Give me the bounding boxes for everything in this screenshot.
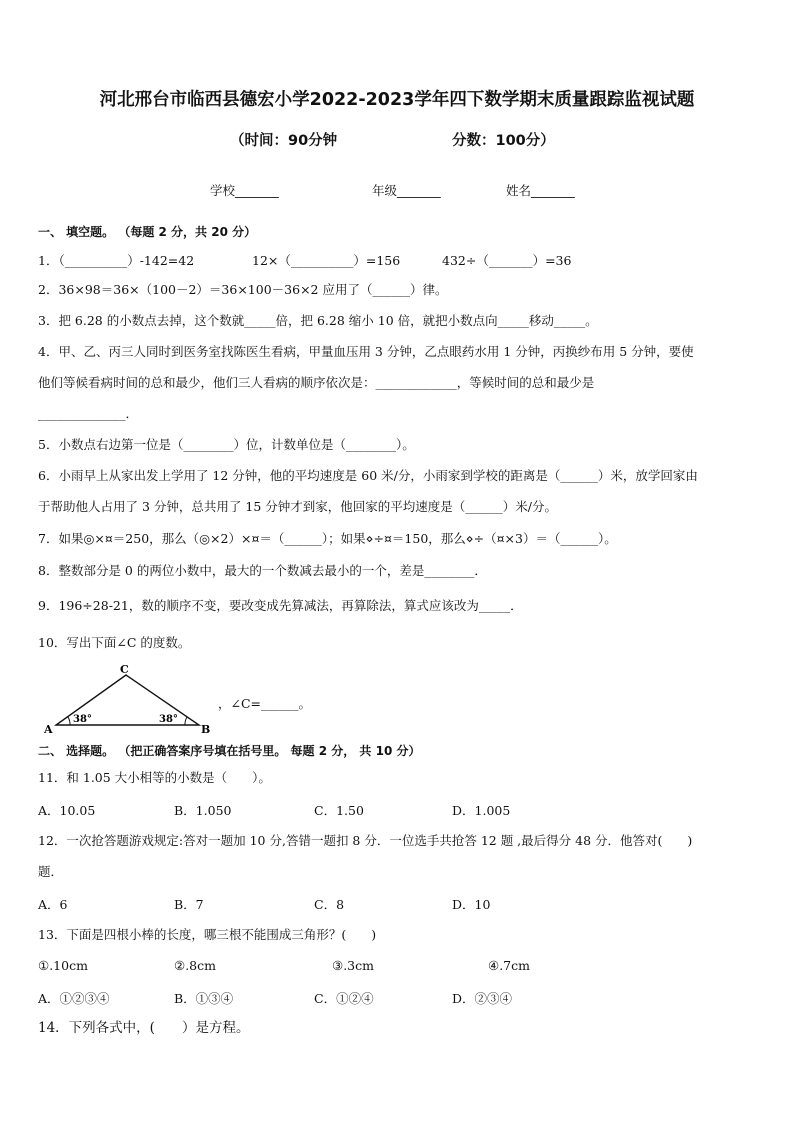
section2-heading: 二、 选择题。 （把正确答案序号填在括号里。 每题 2 分， 共 10 分） (38, 744, 421, 758)
vertex-a-label: A (44, 723, 53, 735)
stick-4: ④.7cm (488, 958, 530, 973)
page-title: 河北邢台市临西县德宏小学2022-2023学年四下数学期末质量跟踪监视试题 (99, 90, 695, 110)
angle-b-arc (185, 717, 187, 725)
q13-option-c: C．①②④ (314, 991, 374, 1006)
question-13: 13．下面是四根小棒的长度，哪三根不能围成三角形？( ) (38, 927, 377, 942)
question-6-line1: 6．小雨早上从家出发上学用了 12 分钟，他的平均速度是 60 米/分，小雨家到学校的距离是（______）米，放学回家由 (38, 468, 698, 483)
question-3: 3．把 6.28 的小数点去掉，这个数就_____倍，把 6.28 缩小 10 倍，就把小数点向_____移动_____。 (38, 313, 598, 328)
q12-option-b: B．7 (174, 897, 204, 912)
q1-part2: 12×（__________）=156 (252, 253, 401, 268)
stick-1: ①.10cm (38, 958, 88, 973)
question-12-line2: 题． (38, 864, 64, 879)
angle-b-label: 38° (159, 714, 178, 725)
q11-option-c: C．1.50 (314, 803, 364, 818)
question-11: 11．和 1.05 大小相等的小数是（ ）。 (38, 770, 271, 785)
angle-c-answer: ，∠C=______。 (218, 696, 312, 711)
vertex-c-label: C (120, 663, 129, 676)
exam-meta (230, 129, 555, 150)
q11-option-a: A．10.05 (38, 803, 96, 818)
question-9: 9．196÷28-21，数的顺序不变，要改变成先算减法，再算除法，算式应该改为_____． (38, 598, 523, 613)
question-8: 8．整数部分是 0 的两位小数中，最大的一个数减去最小的一个，差是________． (38, 563, 487, 578)
question-7: 7．如果◎×¤＝250，那么（◎×2）×¤＝（______）；如果⋄÷¤＝150，那么⋄÷（¤×3）＝（______）。 (38, 531, 617, 546)
question-2: 2．36×98＝36×（100－2）＝36×100－36×2 应用了（______）律。 (38, 282, 448, 297)
q13-option-d: D．②③④ (452, 991, 513, 1006)
angle-a-label: 38° (73, 714, 92, 725)
time-label: （时间：90分钟 (230, 133, 338, 149)
name-field: 姓名_______ (506, 183, 575, 198)
question-4-line1: 4．甲、乙、丙三人同时到医务室找陈医生看病，甲量血压用 3 分钟，乙点眼药水用 1 分钟，丙换纱布用 5 分钟，要使 (38, 344, 694, 359)
question-4-line2: 他们等候看病时间的总和最少，他们三人看病的顺序依次是：_____________，等候时间的总和最少是 (38, 375, 595, 390)
question-14: 14．下列各式中，( ）是方程。 (38, 1020, 250, 1036)
q11-option-b: B．1.050 (174, 803, 232, 818)
q1-part1: 1．（__________）-142=42 (38, 253, 195, 268)
q11-option-d: D．1.005 (452, 803, 511, 818)
q13-option-a: A．①②③④ (38, 991, 110, 1006)
q12-option-c: C．8 (314, 897, 345, 912)
q13-option-b: B．①③④ (174, 991, 234, 1006)
score-label: 分数：100分） (452, 133, 555, 149)
question-5: 5．小数点右边第一位是（________）位，计数单位是（________）。 (38, 437, 415, 452)
q12-option-a: A．6 (38, 897, 68, 912)
q12-option-d: D．10 (452, 897, 491, 912)
grade-field: 年级_______ (372, 183, 441, 198)
triangle-figure (36, 663, 216, 735)
vertex-b-label: B (201, 723, 211, 735)
stick-2: ②.8cm (174, 958, 216, 973)
question-6-line2: 于帮助他人占用了 3 分钟，总共用了 15 分钟才到家，他回家的平均速度是（______）米/分。 (38, 499, 557, 514)
q1-part3: 432÷（_______）=36 (442, 253, 572, 268)
question-10: 10．写出下面∠C 的度数。 (38, 635, 191, 650)
stick-3: ③.3cm (332, 958, 374, 973)
question-4-line3: ______________． (38, 406, 139, 421)
school-field: 学校_______ (210, 183, 279, 198)
section1-heading: 一、 填空题。 （每题 2 分，共 20 分） (38, 225, 257, 239)
angle-a-arc (68, 717, 70, 725)
question-12-line1: 12．一次抢答题游戏规定:答对一题加 10 分,答错一题扣 8 分．一位选手共抢答 12 题 ,最后得分 48 分．他答对( ) (38, 833, 693, 848)
